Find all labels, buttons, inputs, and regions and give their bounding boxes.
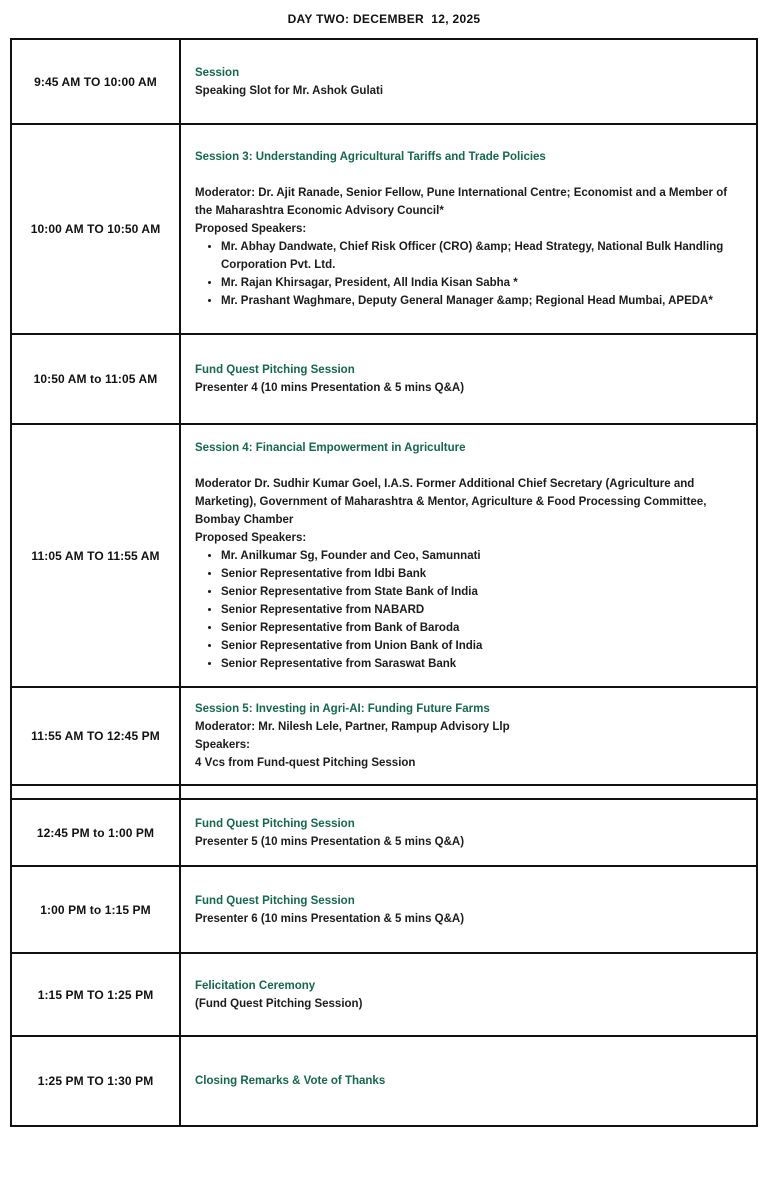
content-cell (181, 688, 756, 784)
content-cell (181, 40, 756, 123)
table-row (12, 800, 756, 867)
session-heading: Session 3: Understanding Agricultural Tariffs and Trade Policies (195, 151, 546, 163)
session-heading: Session (195, 66, 240, 79)
session-paragraph: Presenter 5 (10 mins Presentation & 5 mins Q&A) (195, 835, 465, 848)
session-heading: Fund Quest Pitching Session (195, 817, 355, 830)
session-paragraph: Moderator: Dr. Ajit Ranade, Senior Fellow, Pune International Centre; Economist and a Member of the Maharashtra Economic Advisory Council* (195, 187, 728, 217)
session-heading: Felicitation Ceremony (195, 979, 316, 992)
table-row (12, 125, 756, 335)
speaker-item: • Mr. Abhay Dandwate, Chief Risk Officer (CRO) &amp; Head Strategy, National Bulk Handling Corporation Pvt. Ltd. (221, 238, 738, 274)
time-cell: 11:05 AM TO 11:55 AM (12, 425, 181, 686)
table-row (12, 425, 756, 688)
content-cell (181, 125, 756, 333)
session-paragraph: Speaking Slot for Mr. Ashok Gulati (195, 84, 384, 97)
speaker-item: • Mr. Prashant Waghmare, Deputy General Manager &amp; Regional Head Mumbai, APEDA* (221, 292, 738, 310)
session-paragraph: (Fund Quest Pitching Session) (195, 997, 363, 1010)
content-cell (181, 867, 756, 952)
session-paragraph: Proposed Speakers: (195, 531, 307, 544)
time-cell (12, 786, 181, 798)
content-cell (181, 800, 756, 865)
content-cell (181, 786, 756, 798)
session-heading: Fund Quest Pitching Session (195, 364, 355, 376)
table-row (12, 40, 756, 125)
session-paragraph: Presenter 4 (10 mins Presentation & 5 mins Q&A) (195, 382, 465, 394)
session-heading: Closing Remarks & Vote of Thanks (195, 1075, 386, 1087)
table-row (12, 688, 756, 786)
table-row (12, 786, 756, 800)
table-row (12, 335, 756, 425)
session-paragraph: 4 Vcs from Fund-quest Pitching Session (195, 757, 416, 769)
session-paragraph: Moderator Dr. Sudhir Kumar Goel, I.A.S. Former Additional Chief Secretary (Agriculture and Marketing), Government of Maharashtra & Mentor, Agriculture & Food Processing Committee, Bombay Chamber (195, 477, 707, 526)
session-heading: Fund Quest Pitching Session (195, 894, 355, 907)
speaker-item: • Senior Representative from Idbi Bank (221, 565, 738, 583)
content-cell (181, 954, 756, 1035)
speaker-item: • Senior Representative from State Bank of India (221, 583, 738, 601)
blank-line (195, 166, 738, 184)
time-cell: 11:55 AM TO 12:45 PM (12, 688, 181, 784)
session-heading: Session 4: Financial Empowerment in Agriculture (195, 441, 466, 454)
speaker-item: • Mr. Anilkumar Sg, Founder and Ceo, Samunnati (221, 547, 738, 565)
schedule-table (10, 38, 758, 1127)
table-row (12, 867, 756, 954)
time-cell: 12:45 PM to 1:00 PM (12, 800, 181, 865)
session-heading: Session 5: Investing in Agri-AI: Funding Future Farms (195, 703, 490, 715)
time-cell: 10:00 AM TO 10:50 AM (12, 125, 181, 333)
time-cell: 1:00 PM to 1:15 PM (12, 867, 181, 952)
speaker-item: • Senior Representative from Union Bank of India (221, 637, 738, 655)
speaker-item: • Senior Representative from Bank of Baroda (221, 619, 738, 637)
speaker-item: • Senior Representative from Saraswat Bank (221, 655, 738, 673)
speaker-list (195, 238, 738, 310)
speaker-item: • Senior Representative from NABARD (221, 601, 738, 619)
speaker-item: • Mr. Rajan Khirsagar, President, All India Kisan Sabha * (221, 274, 738, 292)
table-row (12, 954, 756, 1037)
time-cell: 9:45 AM TO 10:00 AM (12, 40, 181, 123)
content-cell (181, 335, 756, 423)
blank-line (195, 457, 738, 475)
session-paragraph: Speakers: (195, 739, 250, 751)
time-cell: 1:25 PM TO 1:30 PM (12, 1037, 181, 1125)
session-paragraph: Moderator: Mr. Nilesh Lele, Partner, Rampup Advisory Llp (195, 721, 510, 733)
page-title: DAY TWO: DECEMBER 12, 2025 (287, 12, 481, 26)
table-row (12, 1037, 756, 1125)
session-paragraph: Proposed Speakers: (195, 223, 307, 235)
time-cell: 1:15 PM TO 1:25 PM (12, 954, 181, 1035)
time-cell: 10:50 AM to 11:05 AM (12, 335, 181, 423)
content-cell (181, 1037, 756, 1125)
speaker-list (195, 547, 738, 673)
session-paragraph: Presenter 6 (10 mins Presentation & 5 mins Q&A) (195, 912, 465, 925)
content-cell (181, 425, 756, 686)
